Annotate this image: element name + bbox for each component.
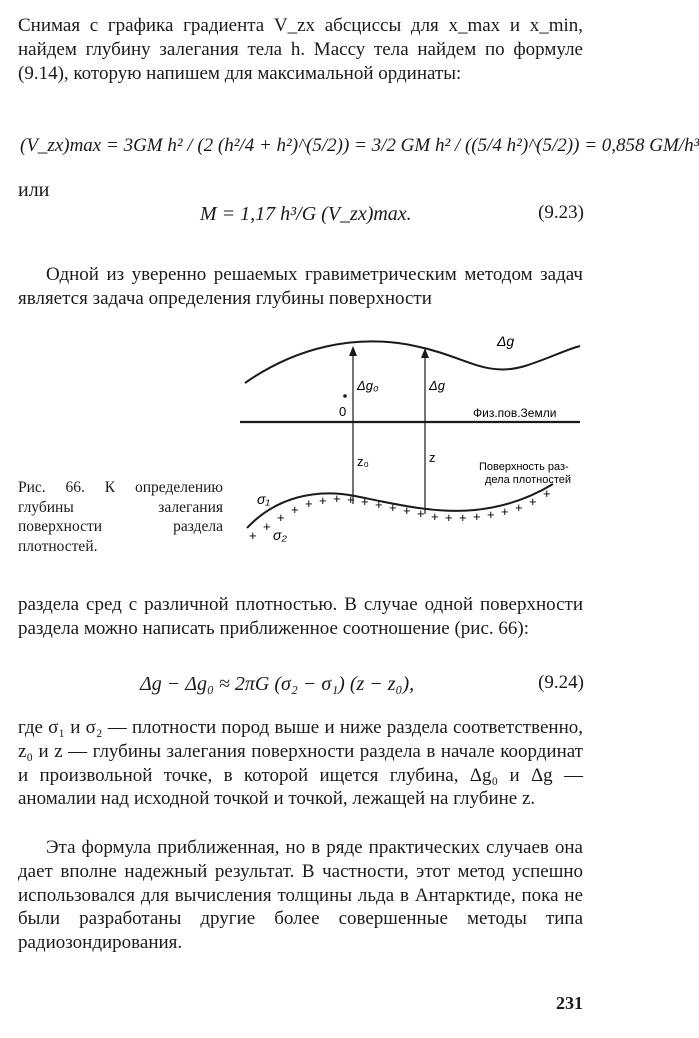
anomaly-curve xyxy=(245,341,580,383)
svg-text:+: + xyxy=(347,492,355,507)
page-number: 231 xyxy=(556,993,583,1013)
plus-marks xyxy=(249,486,551,543)
label-delta-g0: Δg₀ xyxy=(357,378,379,393)
svg-text:+: + xyxy=(319,493,327,508)
svg-text:+: + xyxy=(389,500,397,515)
svg-text:+: + xyxy=(473,509,481,524)
figure-66-caption: Рис. 66. К определению глубины залегания поверхности раздела плотностей. xyxy=(18,479,223,555)
label-density-boundary-2: дела плотностей xyxy=(485,474,572,486)
paragraph-density-media: раздела сред с различной плотностью. В случае одной поверхности раздела можно написать приближенное соотношение (рис. 66): xyxy=(18,594,583,639)
formula-anomaly: Δg − Δg₀ ≈ 2πG (σ₂ − σ₁) (z − z₀), xyxy=(140,673,415,695)
label-delta-g-curve: Δg xyxy=(497,333,515,349)
paragraph-intro: Снимая с графика градиента V_zx абсциссы для x_max и x_min, найдем глубину залегания тела h. Массу тела найдем по формуле (9.14), которую напишем для максимальной ординаты: xyxy=(18,15,583,84)
word-ili: или xyxy=(18,179,50,201)
svg-text:+: + xyxy=(431,509,439,524)
svg-text:+: + xyxy=(403,503,411,518)
svg-text:+: + xyxy=(333,491,341,506)
formula-vzx-max: (V_zx)max = 3GM h² / (2 (h²/4 + h²)^(5/2)) = 3/2 GM h² / ((5/4 h²)^(5/2)) = 0,858 GM/h³ xyxy=(20,135,699,156)
label-z: z xyxy=(429,450,436,465)
figure-66-diagram xyxy=(235,328,585,543)
svg-text:+: + xyxy=(361,494,369,509)
svg-text:+: + xyxy=(263,519,271,534)
label-earth-surface: Физ.пов.Земли xyxy=(473,406,557,420)
equation-number-9-23: (9.23) xyxy=(538,202,584,223)
svg-text:+: + xyxy=(515,500,523,515)
paragraph-antarctica: Эта формула приближенная, но в ряде практических случаев она дает вполне надежный результат. В частности, этот метод успешно использовался для вычисления толщины льда в Антарктиде, пока не были разработаны другие более совершенные методы типа радиозондирования. xyxy=(18,837,583,954)
svg-text:+: + xyxy=(501,504,509,519)
label-density-boundary-1: Поверхность раз- xyxy=(479,461,569,473)
svg-text:+: + xyxy=(445,510,453,525)
arrow-head-dg0 xyxy=(349,346,357,356)
paragraph-depth-problem: Одной из уверенно решаемых гравиметрическим методом задач является задача определения глубины поверхности xyxy=(18,264,583,309)
label-z0: z₀ xyxy=(357,454,369,469)
svg-text:+: + xyxy=(417,506,425,521)
paragraph-definitions: где σ₁ и σ₂ — плотности пород выше и ниже раздела соответственно, z₀ и z — глубины залегания поверхности раздела в начале координат и произвольной точке, в которой ищется глубина, Δg₀ и Δg — аномалии над исходной точкой и точкой, лежащей на глубине z. xyxy=(18,717,583,810)
svg-text:+: + xyxy=(529,494,537,509)
equation-number-9-24: (9.24) xyxy=(538,672,584,693)
svg-text:+: + xyxy=(249,528,257,543)
svg-text:+: + xyxy=(277,510,285,525)
svg-text:+: + xyxy=(487,507,495,522)
svg-text:+: + xyxy=(543,486,551,501)
label-origin: 0 xyxy=(339,404,347,419)
svg-text:+: + xyxy=(291,502,299,517)
label-sigma1: σ₁ xyxy=(257,491,270,507)
label-delta-g: Δg xyxy=(429,378,445,393)
label-sigma2: σ₂ xyxy=(273,527,287,543)
origin-dot xyxy=(343,394,347,398)
svg-text:+: + xyxy=(305,496,313,511)
svg-text:+: + xyxy=(459,510,467,525)
svg-text:+: + xyxy=(375,497,383,512)
formula-mass: M = 1,17 h³/G (V_zx)max. xyxy=(200,203,412,225)
